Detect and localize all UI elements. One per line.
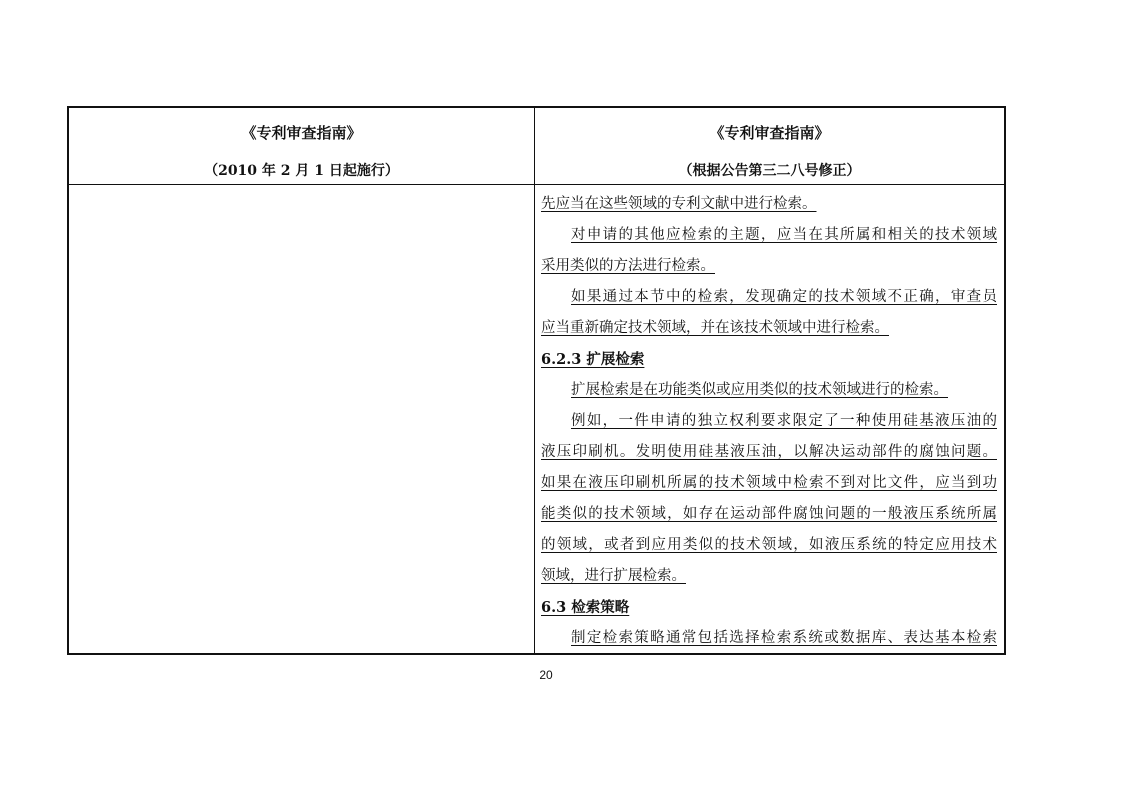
right-body-text — [541, 189, 997, 654]
text-line: 例如，一件申请的独立权利要求限定了一种使用硅基液压油的 — [571, 413, 997, 429]
right-column — [535, 108, 1004, 653]
page-number: 20 — [539, 668, 553, 682]
text-line: 液压印刷机。发明使用硅基液压油，以解决运动部件的腐蚀问题。 — [541, 444, 997, 460]
right-header — [535, 108, 1004, 185]
text-line: 先应当在这些领域的专利文献中进行检索。 — [541, 196, 817, 212]
text-line: 如果通过本节中的检索，发现确定的技术领域不正确，审查员 — [571, 289, 997, 305]
text-line: 制定检索策略通常包括选择检索系统或数据库、表达基本检索 — [571, 630, 997, 646]
text-line: 应当重新确定技术领域，并在该技术领域中进行检索。 — [541, 320, 889, 336]
text-line: 的领域，或者到应用类似的技术领域，如液压系统的特定应用技术 — [541, 537, 997, 553]
left-header-subtitle: （2010 年 2 月 1 日起施行） — [204, 163, 399, 179]
text-line: 扩展检索是在功能类似或应用类似的技术领域进行的检索。 — [571, 382, 948, 398]
section-heading: 6.2.3 扩展检索 — [541, 351, 645, 368]
text-line: 能类似的技术领域，如存在运动部件腐蚀问题的一般液压系统所属 — [541, 506, 997, 522]
left-header-title: 《专利审查指南》 — [241, 124, 362, 142]
right-header-subtitle: （根据公告第三二八号修正） — [678, 163, 861, 179]
right-header-title: 《专利审查指南》 — [709, 124, 830, 142]
text-line: 对申请的其他应检索的主题，应当在其所属和相关的技术领域 — [571, 227, 997, 243]
section-heading: 6.3 检索策略 — [541, 599, 630, 616]
text-line: 采用类似的方法进行检索。 — [541, 258, 715, 274]
comparison-table — [67, 106, 1006, 655]
text-line: 领域，进行扩展检索。 — [541, 568, 686, 584]
left-column — [69, 108, 535, 653]
text-line: 如果在液压印刷机所属的技术领域中检索不到对比文件，应当到功 — [541, 475, 997, 491]
left-header — [69, 108, 534, 185]
